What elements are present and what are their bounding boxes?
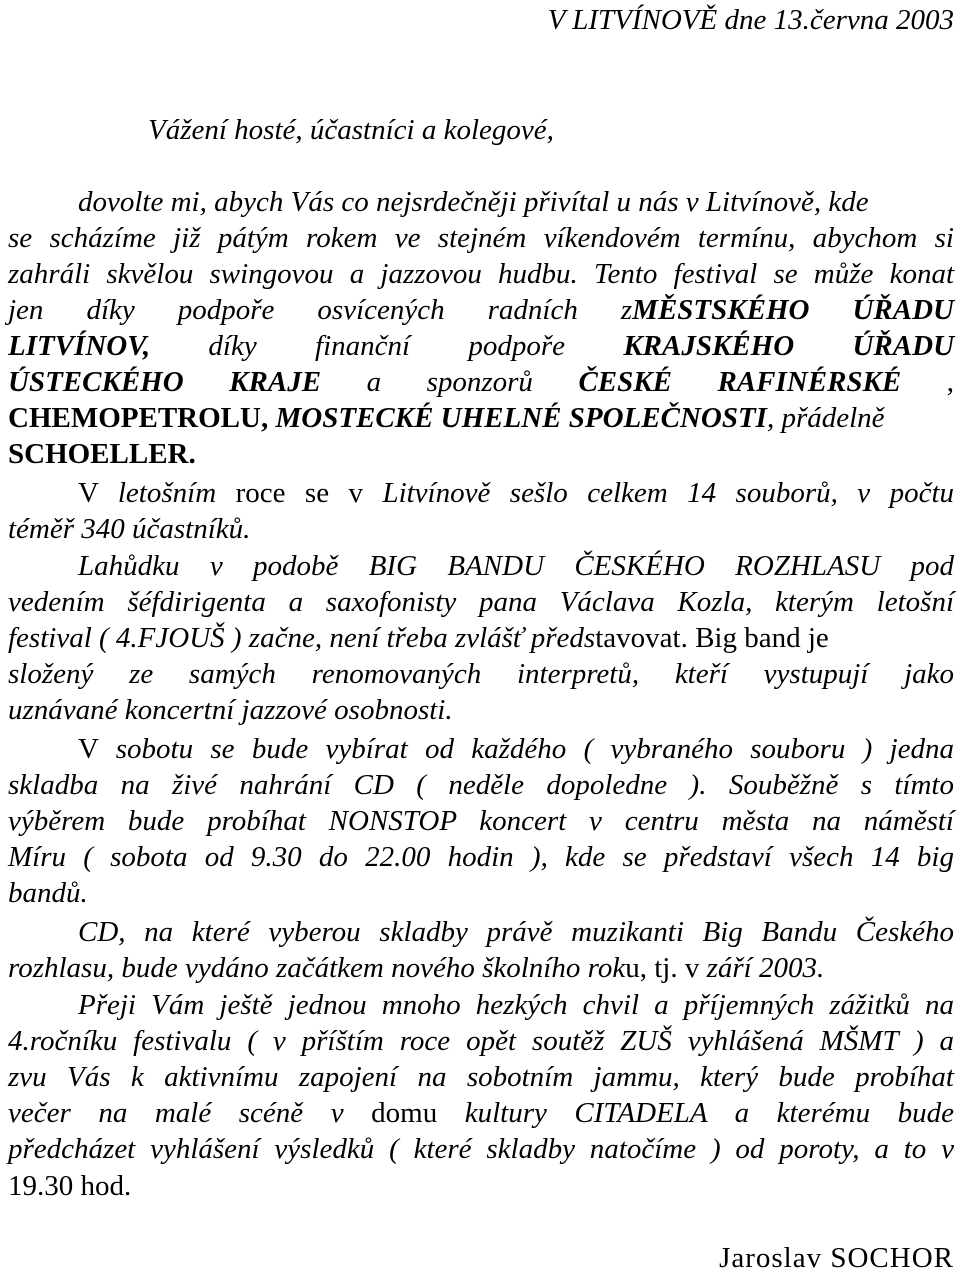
paragraph6-line4 <box>8 1095 954 1131</box>
krajsky-urad-text: KRAJSKÉHO ÚŘADU <box>623 330 955 362</box>
paragraph4-line3 <box>8 803 954 839</box>
paragraph1-line5-text-b: díky finanční podpoře <box>208 330 566 362</box>
paragraph2-line1-text-c: roce se v <box>235 477 363 509</box>
paragraph1-line7 <box>8 400 954 436</box>
paragraph2-line1-text-d: Litvínově sešlo celkem 14 souborů, v počtu <box>382 477 955 509</box>
paragraph2-line1-text-b: letošním <box>117 477 217 509</box>
signature-name: Jaroslav SOCHOR <box>719 1242 954 1274</box>
mostecka-uhelna-text: MOSTECKÉ UHELNÉ SPOLEČNOSTI <box>275 402 767 434</box>
paragraph4-line1-text-a: V <box>78 733 99 765</box>
paragraph2-line2: téměř 340 účastníků. <box>8 513 251 545</box>
paragraph6-line4-text-c: kultury CITADELA a kterému bude <box>464 1097 955 1129</box>
paragraph2-line1-text-a: V <box>78 477 99 509</box>
paragraph1-line3-text-b: Tento festival se může konat <box>593 258 955 290</box>
paragraph3-line1: Lahůdku v podobě BIG BANDU ČESKÉHO ROZHLASU pod <box>78 550 954 582</box>
paragraph3-line4: složený ze samých renomovaných interpretů, kteří vystupují jako <box>8 658 954 690</box>
paragraph1-line4-text-a: jen díky podpoře osvícených radních z <box>8 294 633 326</box>
paragraph1-line5 <box>8 328 954 364</box>
paragraph1-line6-text-b: a sponzorů <box>366 366 533 398</box>
paragraph4-line3-text-a: výběrem bude probíhat NONSTOP koncert v <box>8 805 602 837</box>
paragraph1-line3-text-a: zahráli skvělou swingovou a jazzovou hudbu. <box>8 258 578 290</box>
paragraph4-line5: bandů. <box>8 877 88 909</box>
paragraph4-line2: skladba na živé nahrání CD ( neděle dopoledne ). Souběžně s tímto <box>8 769 954 801</box>
paragraph3-line3 <box>8 620 954 656</box>
paragraph1-line4 <box>8 292 954 328</box>
schoeller-text: SCHOELLER. <box>8 438 196 470</box>
paragraph5-line2 <box>8 950 954 986</box>
paragraph6-line4-text-a: večer na malé scéně v <box>8 1097 344 1129</box>
paragraph5-line2-text-b: u, tj. v <box>625 952 700 984</box>
paragraph5-line2-text-a: rozhlasu, bude vydáno začátkem nového školního rok <box>8 952 626 984</box>
paragraph1-line1: dovolte mi, abych Vás co nejsrdečněji přivítal u nás v Litvínově, kde <box>78 186 869 218</box>
paragraph3-line5: uznávané koncertní jazzové osobnosti. <box>8 694 453 726</box>
paragraph6-line1: Přeji Vám ještě jednou mnoho hezkých chvil a příjemných zážitků na <box>78 989 954 1021</box>
litvinov-text: LITVÍNOV, <box>8 330 151 362</box>
paragraph3-line2: vedením šéfdirigenta a saxofonisty pana Václava Kozla, kterým letošní <box>8 586 954 618</box>
paragraph6-line4-text-b: domu <box>371 1097 438 1129</box>
paragraph6-line5: předcházet vyhlášení výsledků ( které skladby natočíme ) od poroty, a to v <box>8 1133 954 1165</box>
paragraph5-line2-text-c: září 2003. <box>706 952 825 984</box>
paragraph4-line4-text-b: kde se představí všech 14 big <box>565 841 954 873</box>
paragraph4-line1-text-b: sobotu se bude vybírat od každého ( vybraného souboru ) jedna <box>115 733 955 765</box>
paragraph1-line7-text-c: , přádelně <box>766 402 885 434</box>
chemopetrol-text: CHEMOPETROLU, <box>8 402 269 434</box>
mestsky-urad-text: MĚSTSKÉHO ÚŘADU <box>632 294 954 326</box>
ustecky-kraj-text: ÚSTECKÉHO KRAJE <box>8 366 322 398</box>
paragraph5-line1: CD, na které vyberou skladby právě muzikanti Big Bandu Českého <box>78 916 954 948</box>
paragraph2-line1 <box>8 475 954 511</box>
paragraph3-line3-text-a: festival ( 4.FJOUŠ ) začne, není třeba zvlášť předs <box>8 622 596 654</box>
paragraph3-line3-text-b: tavovat. Big band je <box>595 622 829 654</box>
date-line: V LITVÍNOVĚ dne 13.června 2003 <box>547 4 954 36</box>
paragraph4-line4-text-a: Míru ( sobota od 9.30 do 22.00 hodin ), <box>8 841 548 873</box>
ceska-rafinerska-text: ČESKÉ RAFINÉRSKÉ <box>578 366 902 398</box>
paragraph4-line3-text-b: centru města na náměstí <box>624 805 954 837</box>
paragraph6-line6: 19.30 hod. <box>8 1170 132 1202</box>
paragraph4-line4 <box>8 839 954 875</box>
paragraph1-line6-comma: , <box>946 366 954 398</box>
paragraph1-line6 <box>8 364 954 400</box>
salutation: Vážení hosté, účastníci a kolegové, <box>148 114 554 146</box>
paragraph1-line2: se scházíme již pátým rokem ve stejném víkendovém termínu, abychom si <box>8 222 954 254</box>
paragraph6-line3: zvu Vás k aktivnímu zapojení na sobotním jammu, který bude probíhat <box>8 1061 954 1093</box>
paragraph1-line3 <box>8 256 954 292</box>
paragraph6-line2: 4.ročníku festivalu ( v příštím roce opět soutěž ZUŠ vyhlášená MŠMT ) a <box>8 1025 954 1057</box>
paragraph4-line1 <box>8 731 954 767</box>
